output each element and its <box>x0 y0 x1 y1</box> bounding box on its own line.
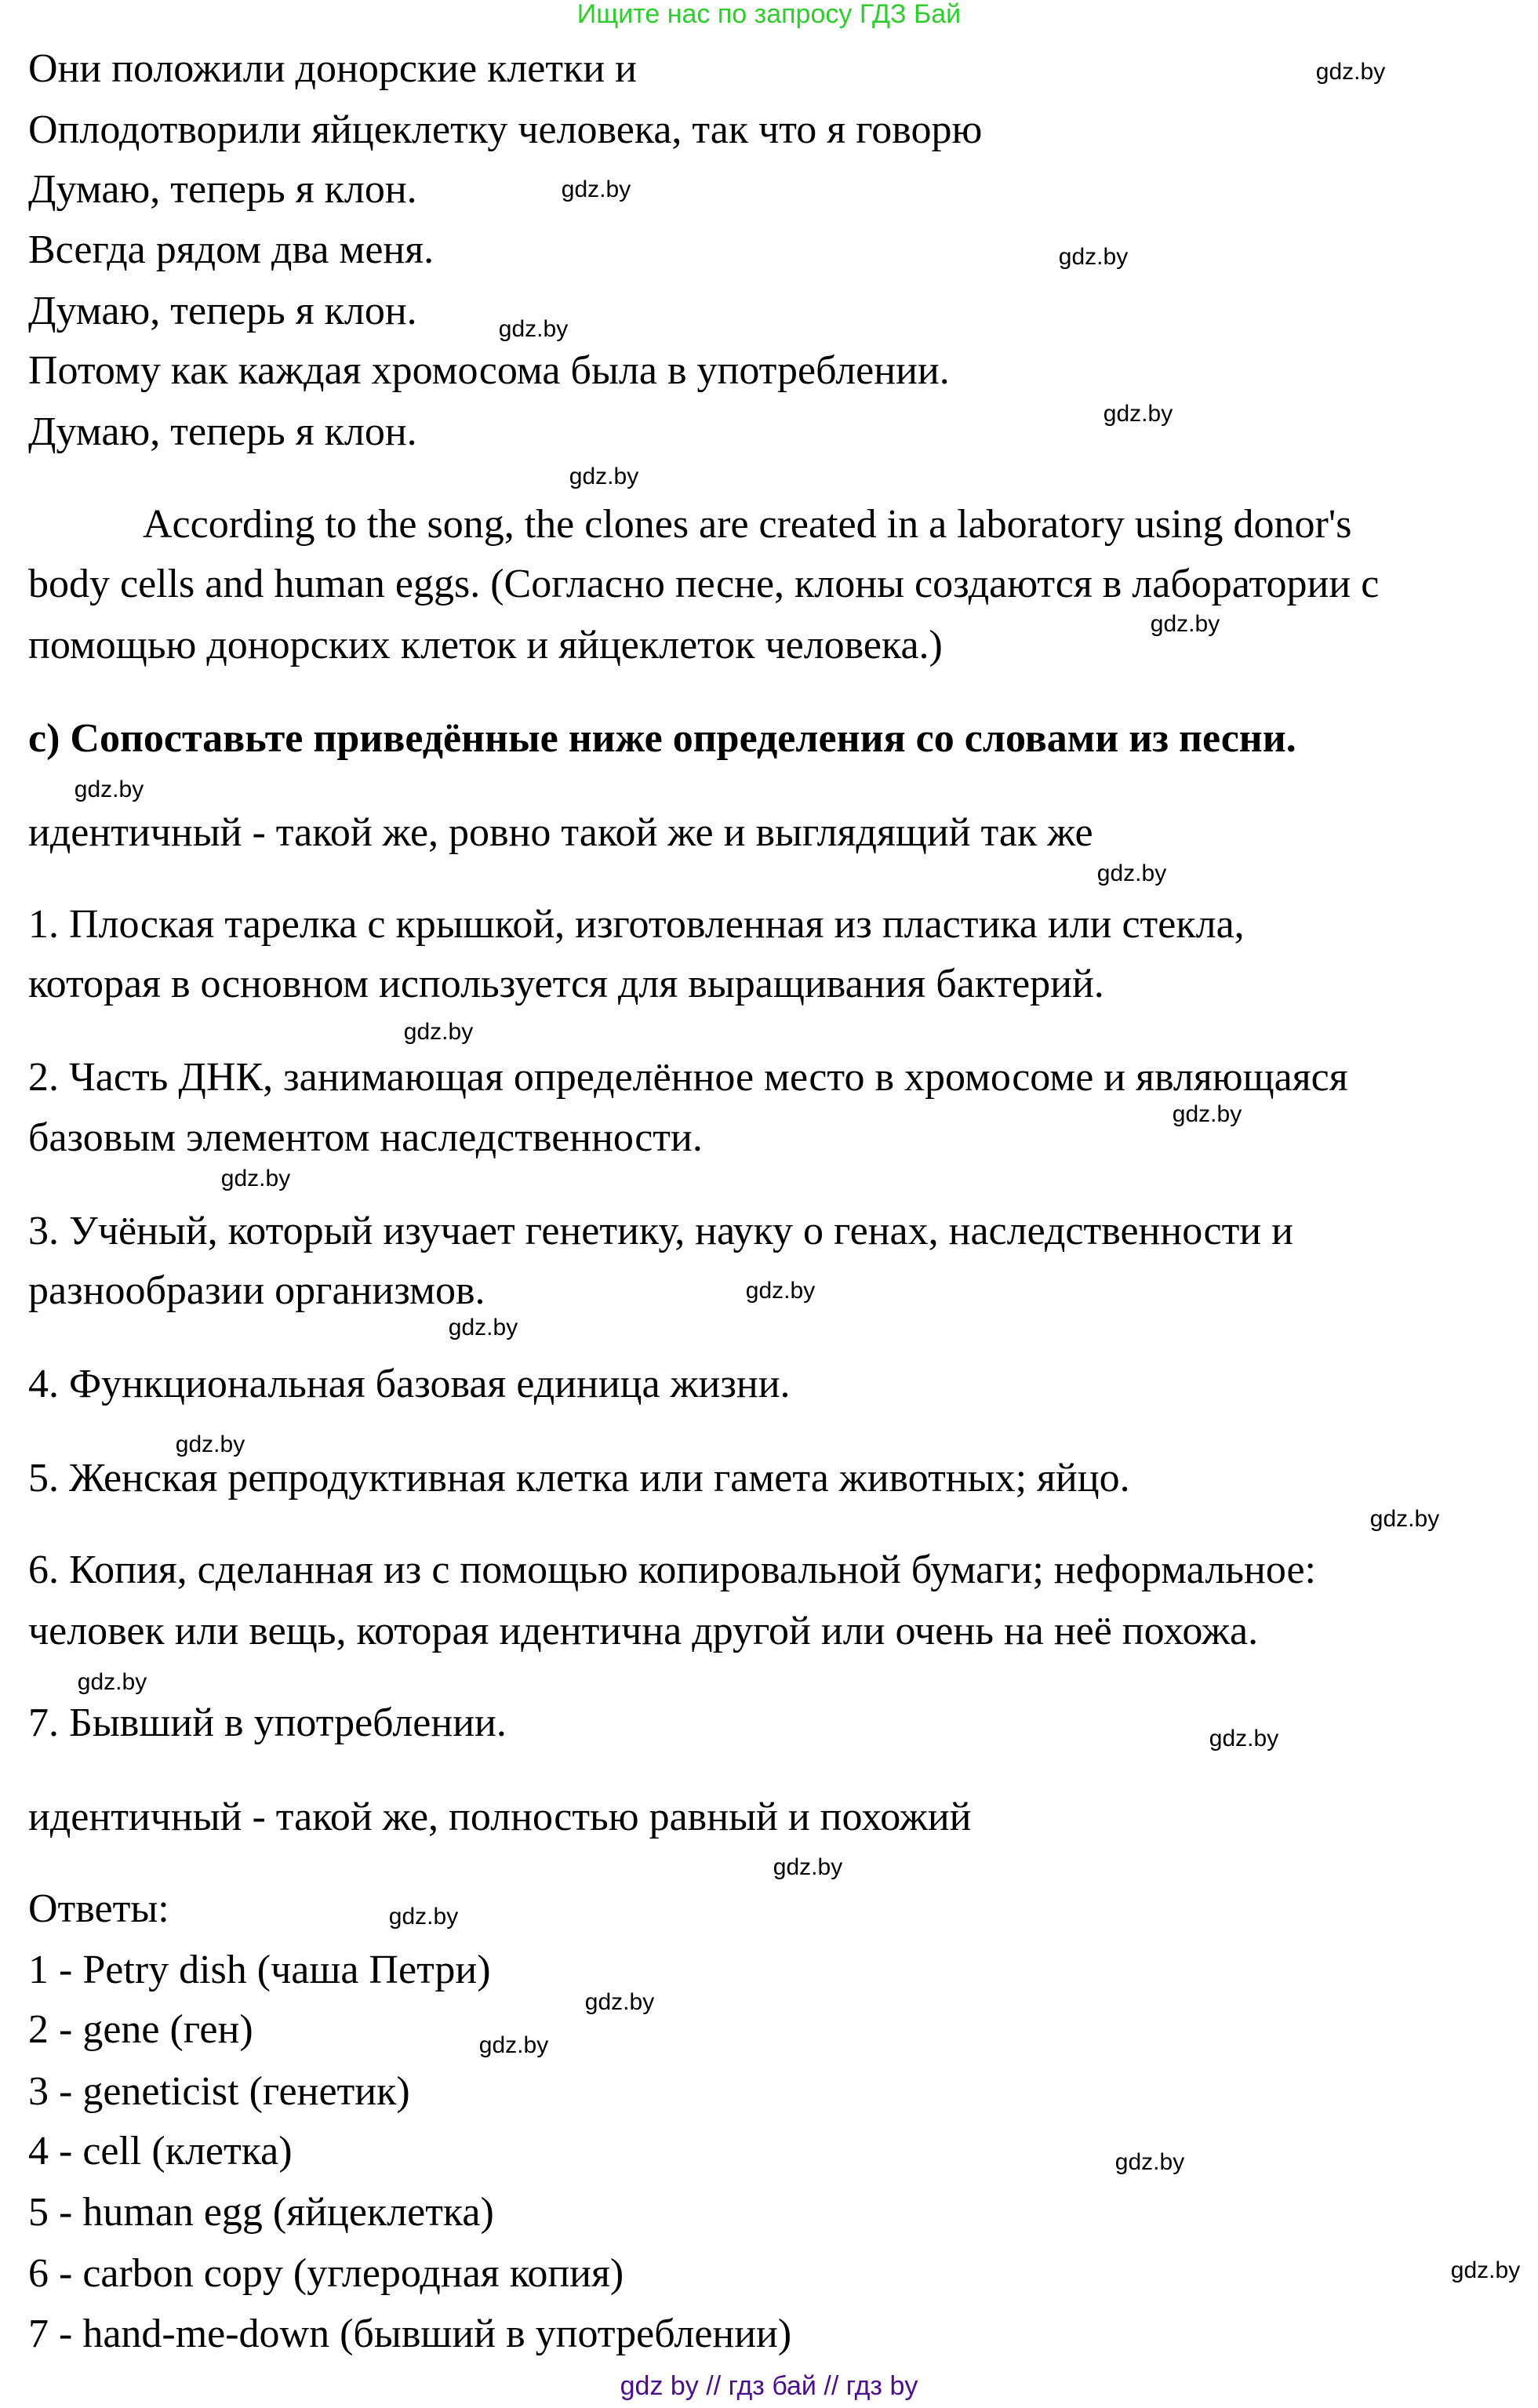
watermark: gdz.by <box>74 777 144 802</box>
watermark: gdz.by <box>478 2032 549 2058</box>
watermark: gdz.by <box>1172 1101 1242 1127</box>
watermark: gdz.by <box>1058 244 1129 270</box>
watermark: gdz.by <box>1150 611 1220 637</box>
answer-line: 3 - geneticist (генетик) <box>28 2069 410 2114</box>
answer-line: 6 - carbon copy (углеродная копия) <box>28 2251 624 2296</box>
answer-line: 7 - hand-me-down (бывший в употреблении) <box>28 2312 792 2356</box>
watermark: gdz.by <box>1209 1726 1279 1751</box>
watermark: gdz.by <box>220 1166 291 1191</box>
watermark: gdz.by <box>175 1431 245 1457</box>
definition-line: которая в основном используется для выращивания бактерий. <box>28 962 1104 1006</box>
lyric-line: Оплодотворили яйцеклетку человека, так что я говорю <box>28 107 983 152</box>
answer-line: 1 - Petry dish (чаша Петри) <box>28 1948 491 1992</box>
lyric-line: Думаю, теперь я клон. <box>28 289 417 333</box>
lyric-line: Потому как каждая хромосома была в употреблении. <box>28 348 950 393</box>
watermark: gdz.by <box>498 316 569 342</box>
definition-line: разнообразии организмов. <box>28 1268 485 1313</box>
definition-line: 7. Бывший в употреблении. <box>28 1701 507 1745</box>
answer-line: 5 - human egg (яйцеклетка) <box>28 2190 494 2235</box>
watermark: gdz.by <box>584 1989 655 2015</box>
lyric-line: Они положили донорские клетки и <box>28 46 638 91</box>
watermark: gdz.by <box>1315 59 1386 85</box>
lyric-line: Думаю, теперь я клон. <box>28 167 417 212</box>
paragraph-line: body cells and human eggs. (Согласно песне, клоны создаются в лаборатории с <box>28 562 1380 606</box>
watermark: gdz.by <box>1114 2149 1185 2175</box>
definition-line: 2. Часть ДНК, занимающая определённое место в хромосоме и являющаяся <box>28 1055 1348 1100</box>
definition-line: 4. Функциональная базовая единица жизни. <box>28 1362 791 1406</box>
example-line: идентичный - такой же, полностью равный и похожий <box>28 1795 972 1839</box>
watermark: gdz.by <box>569 464 639 489</box>
example-line: идентичный - такой же, ровно такой же и выглядящий так же <box>28 810 1093 855</box>
watermark: gdz.by <box>561 176 631 202</box>
answers-heading: Ответы: <box>28 1886 169 1931</box>
answer-line: 2 - gene (ген) <box>28 2007 253 2052</box>
watermark: gdz.by <box>388 1904 459 1930</box>
definition-line: 3. Учёный, который изучает генетику, науку о генах, наследственности и <box>28 1209 1293 1253</box>
watermark: gdz.by <box>1450 2257 1521 2283</box>
definition-line: 5. Женская репродуктивная клетка или гамета животных; яйцо. <box>28 1456 1130 1500</box>
lyric-line: Всегда рядом два меня. <box>28 227 434 272</box>
search-banner: Ищите нас по запросу ГДЗ Бай <box>576 0 962 29</box>
task-heading: c) Сопоставьте приведённые ниже определения со словами из песни. <box>28 716 1296 761</box>
watermark: gdz.by <box>448 1315 518 1340</box>
footer-links[interactable]: gdz by // гдз бай // гдз by <box>620 2371 918 2401</box>
definition-line: базовым элементом наследственности. <box>28 1115 703 1160</box>
watermark: gdz.by <box>773 1854 843 1880</box>
answer-line: 4 - cell (клетка) <box>28 2129 293 2173</box>
paragraph-line: According to the song, the clones are created in a laboratory using donor's <box>143 502 1352 547</box>
paragraph-line: помощью донорских клеток и яйцеклеток человека.) <box>28 623 943 667</box>
watermark: gdz.by <box>77 1669 147 1695</box>
definition-line: 6. Копия, сделанная из с помощью копировальной бумаги; неформальное: <box>28 1548 1316 1592</box>
watermark: gdz.by <box>1369 1506 1440 1532</box>
lyric-line: Думаю, теперь я клон. <box>28 409 417 454</box>
definition-line: 1. Плоская тарелка с крышкой, изготовленная из пластика или стекла, <box>28 902 1245 947</box>
watermark: gdz.by <box>1096 860 1167 886</box>
watermark: gdz.by <box>745 1278 816 1304</box>
watermark: gdz.by <box>403 1019 474 1045</box>
watermark: gdz.by <box>1103 401 1173 427</box>
definition-line: человек или вещь, которая идентична другой или очень на неё похожа. <box>28 1609 1259 1653</box>
